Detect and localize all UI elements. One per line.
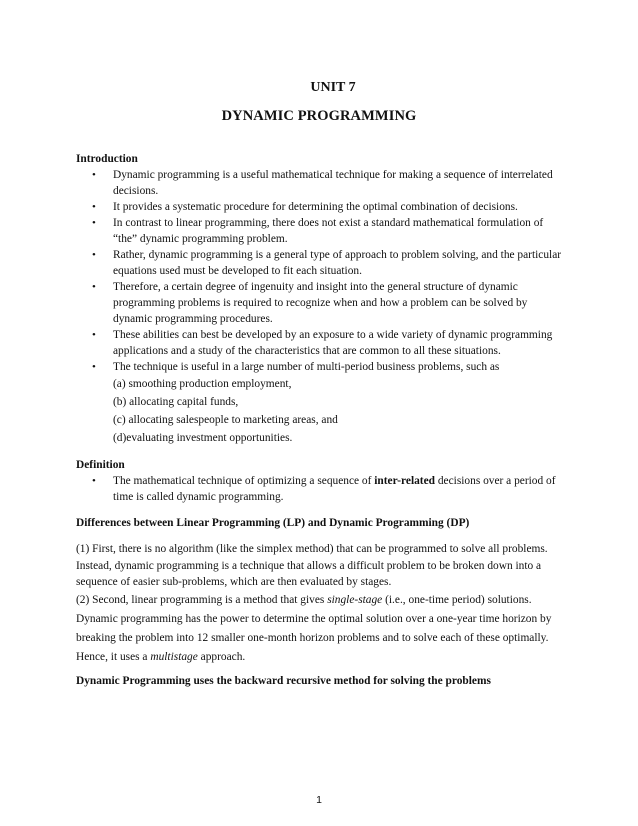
unit-title: UNIT 7	[310, 80, 356, 95]
list-item-text: Therefore, a certain degree of ingenuity and insight into the general structure of dynamic programming problems is required to recognize when and how a problem can be solved by dynamic programming procedures.	[113, 281, 528, 325]
definition-heading: Definition	[76, 459, 125, 471]
list-item-text: Rather, dynamic programming is a general type of approach to problem solving, and the particular equations used must be developed to fit each situation.	[113, 249, 562, 277]
bullet-icon: •	[92, 169, 96, 181]
list-item-text: The technique is useful in a large number of multi-period business problems, such as	[113, 361, 500, 373]
differences-heading: Differences between Linear Programming (LP) and Dynamic Programming (DP)	[76, 517, 470, 529]
introduction-list	[76, 167, 566, 447]
bullet-icon: •	[92, 201, 96, 213]
page-title: DYNAMIC PROGRAMMING	[221, 108, 417, 124]
difference-paragraph-1: (1) First, there is no algorithm (like the simplex method) that can be programmed to solve all problems. Instead, dynamic programming is a technique that allows a difficult problem to be broken down into a sequence of easier sub-problems, which are then evaluated by stages.	[76, 543, 548, 588]
example-item: (b) allocating capital funds,	[113, 396, 239, 408]
difference-paragraph-2	[76, 591, 566, 667]
list-item	[76, 279, 566, 327]
paragraph-text: (2) Second, linear programming is a method that gives	[76, 593, 325, 606]
italic-term: single-stage	[327, 593, 383, 606]
example-item: (d)evaluating investment opportunities.	[113, 432, 293, 444]
definition-emphasis: inter-related	[374, 475, 435, 487]
spacer	[76, 447, 566, 457]
bullet-icon: •	[92, 361, 96, 373]
paragraph-text: (i.e., one-time period) solutions. Dynamic programming has the power to determine the optimal solution over a one-year time horizon by breaking the problem into 12 smaller one-month horizon problems and to solve each of these optimally. Hence, it uses a	[76, 593, 552, 663]
paragraph-text: approach.	[200, 650, 246, 663]
bullet-icon: •	[92, 475, 96, 487]
list-item-text: It provides a systematic procedure for determining the optimal combination of decisions.	[113, 201, 518, 213]
introduction-heading: Introduction	[76, 153, 138, 165]
differences-section	[76, 541, 566, 667]
list-item	[76, 167, 566, 199]
list-item	[76, 473, 566, 505]
example-item: (c) allocating salespeople to marketing areas, and	[113, 414, 338, 426]
definition-text-after: decisions over a period of time is called dynamic programming.	[113, 475, 556, 503]
list-item-text: These abilities can best be developed by an exposure to a wide variety of dynamic programming applications and a study of the characteristics that are common to all these situations.	[113, 329, 553, 357]
bullet-icon: •	[92, 329, 96, 341]
list-item	[76, 247, 566, 279]
recursive-method-heading: Dynamic Programming uses the backward recursive method for solving the problems	[76, 674, 491, 687]
list-item	[76, 327, 566, 359]
spacer	[76, 505, 566, 515]
example-item: (a) smoothing production employment,	[113, 378, 292, 390]
definition-list	[76, 473, 566, 505]
bullet-icon: •	[92, 281, 96, 293]
spacer	[76, 531, 566, 541]
list-item-text: In contrast to linear programming, there does not exist a standard mathematical formulation of “the” dynamic programming problem.	[113, 217, 544, 245]
list-item-text: Dynamic programming is a useful mathematical technique for making a sequence of interrelated decisions.	[113, 169, 553, 197]
list-item	[76, 215, 566, 247]
bullet-icon: •	[92, 217, 96, 229]
italic-term: multistage	[150, 650, 198, 663]
list-item	[76, 359, 566, 447]
list-item	[76, 199, 566, 215]
examples-list	[113, 375, 566, 447]
bullet-icon: •	[92, 249, 96, 261]
definition-text-before: The mathematical technique of optimizing a sequence of	[113, 475, 372, 487]
page-number: 1	[316, 794, 322, 806]
document-body	[76, 151, 566, 689]
